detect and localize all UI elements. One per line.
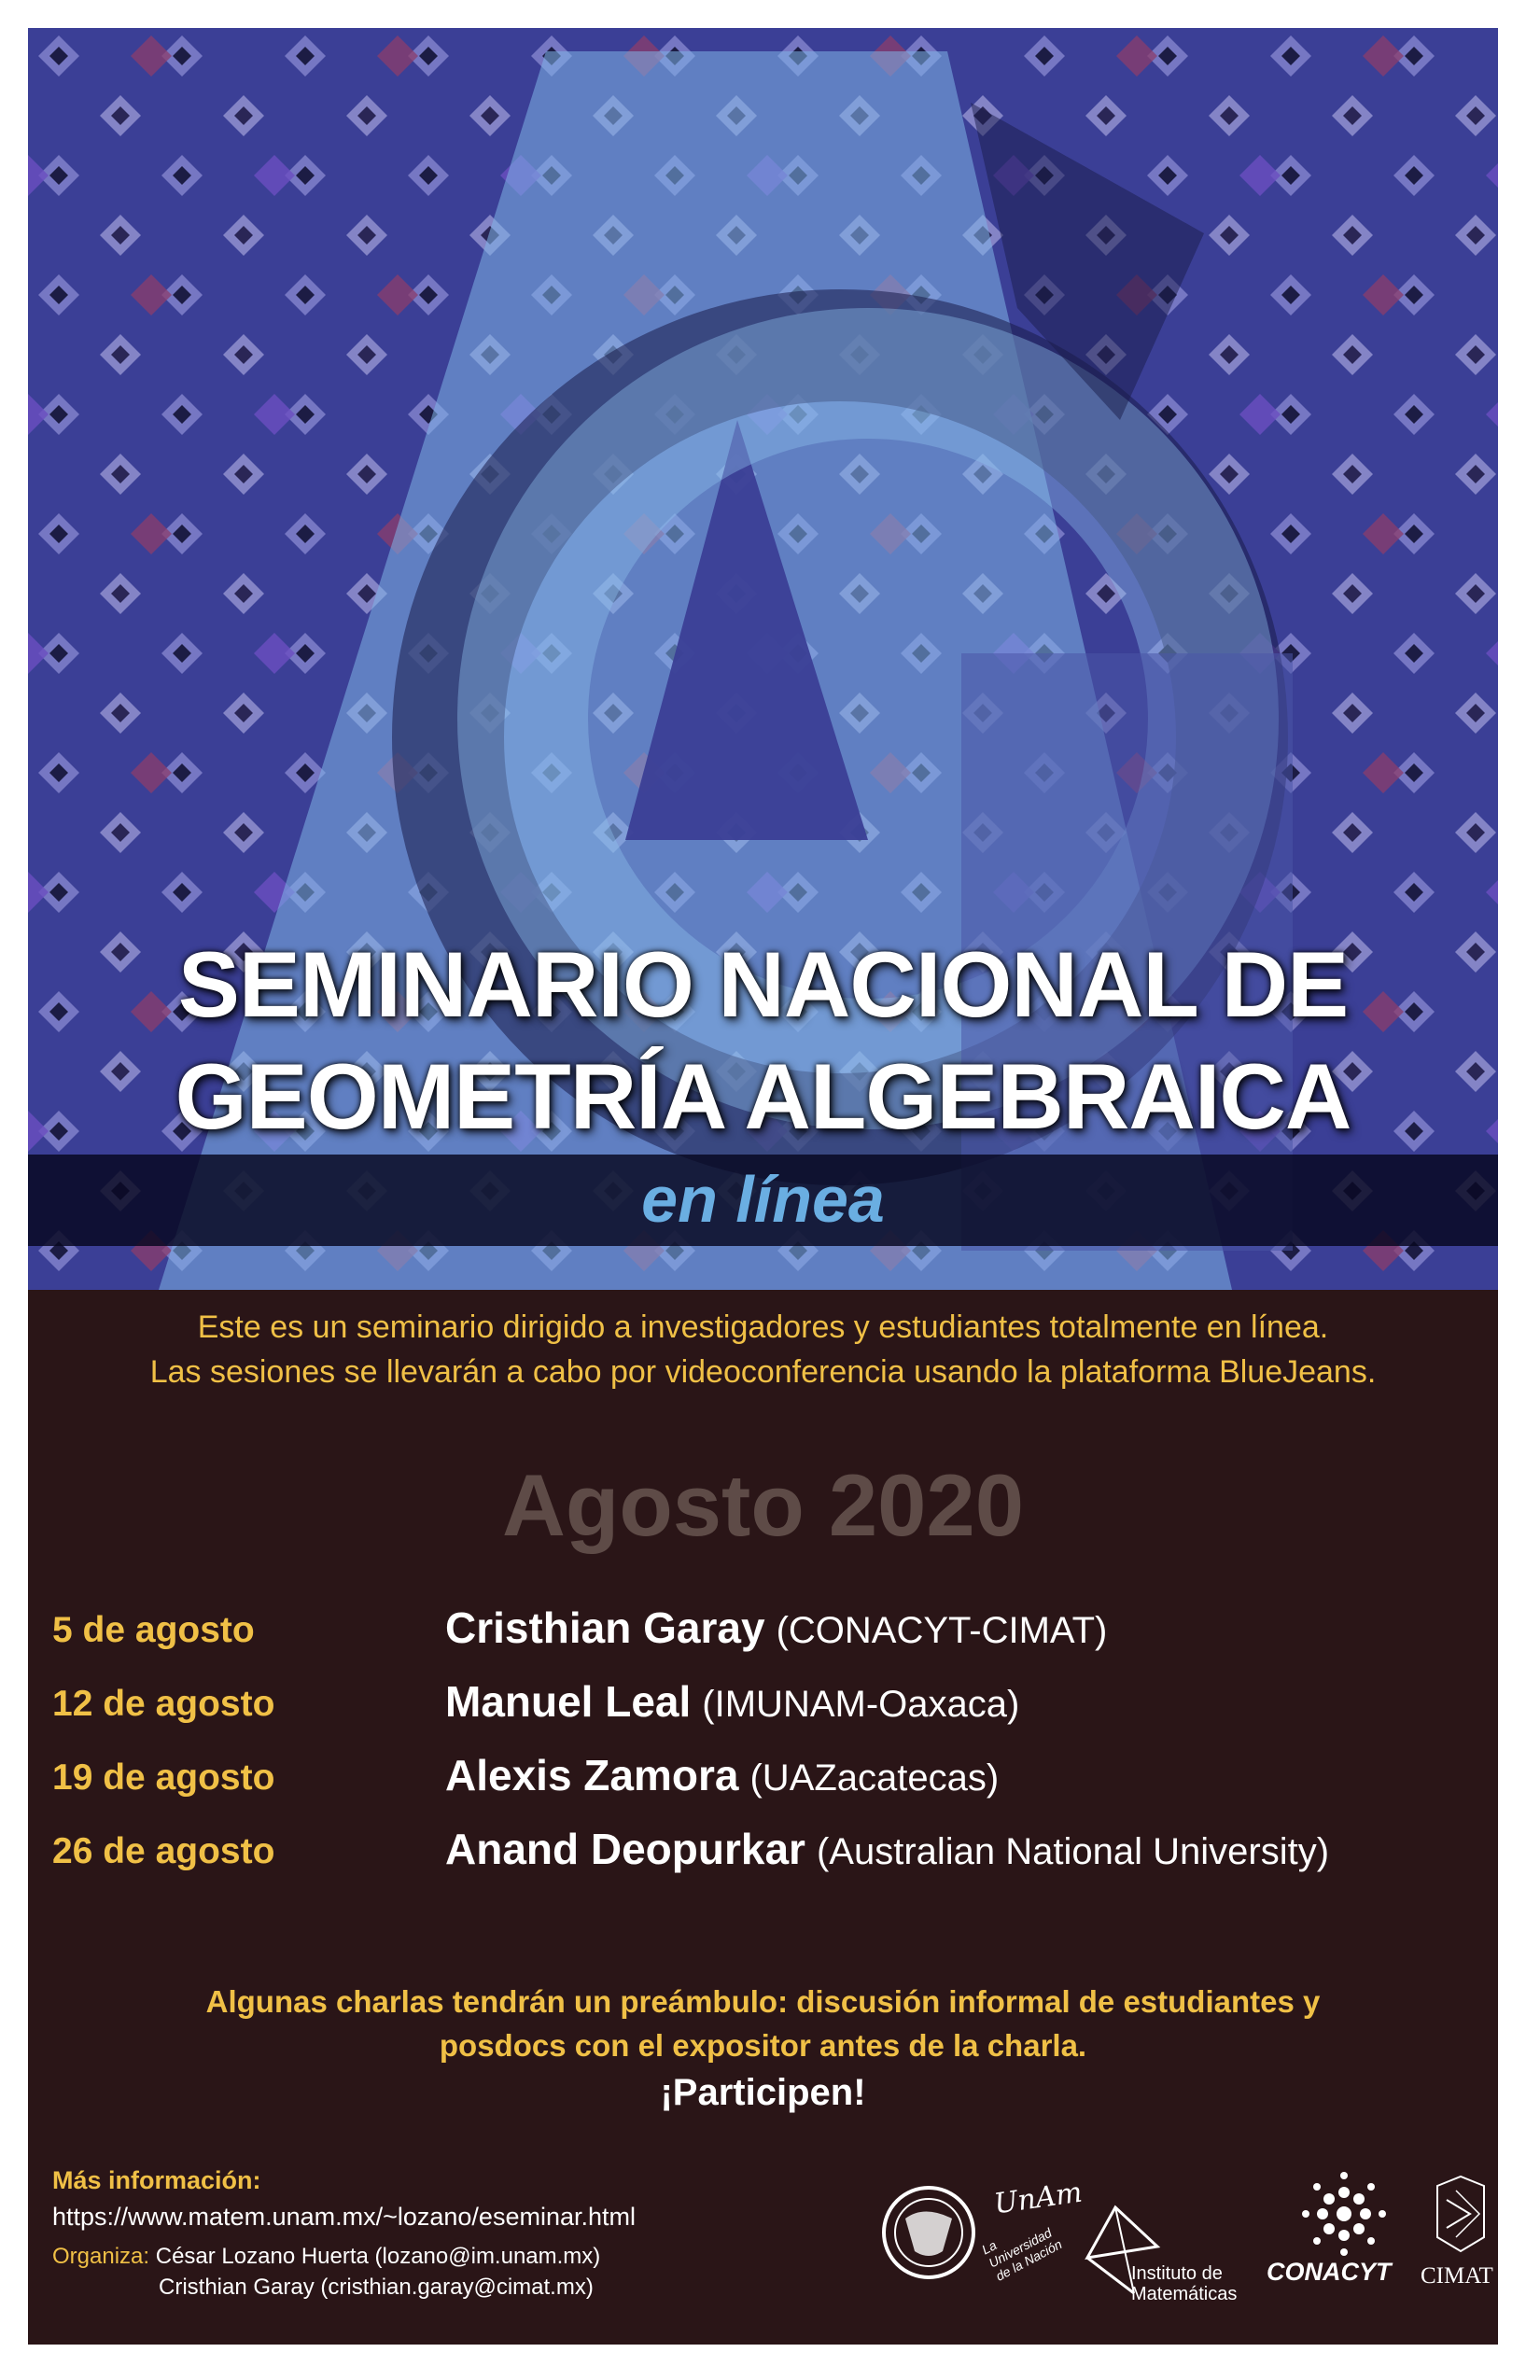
- organizer-1: César Lozano Huerta (lozano@im.unam.mx): [155, 2244, 601, 2269]
- speaker-name: Manuel Leal: [445, 1677, 692, 1726]
- event-title: [28, 929, 1498, 1153]
- speaker-institution: (Australian National University): [816, 1831, 1330, 1872]
- unam-wordmark: UnAm: [992, 2176, 1085, 2221]
- session-date: 12 de agosto: [52, 1684, 275, 1724]
- speaker: [445, 1602, 1107, 1657]
- organizer-line1: [52, 2244, 600, 2270]
- event-title-line1: SEMINARIO NACIONAL DE: [177, 932, 1349, 1036]
- unam-tagline: La Universidad de la Nación: [979, 2224, 1065, 2284]
- event-subtitle: en línea: [641, 1163, 885, 1236]
- event-title-line2: GEOMETRÍA ALGEBRAICA: [175, 1044, 1351, 1148]
- cimat-label: CIMAT: [1421, 2263, 1493, 2289]
- speaker: [445, 1675, 1019, 1730]
- intro-line2: Las sesiones se llevarán a cabo por videoconferencia usando la plataforma BlueJeans.: [149, 1354, 1377, 1390]
- schedule-row: [28, 1819, 1498, 1884]
- call-to-action: ¡Participen!: [660, 2072, 866, 2113]
- instituto-matematicas-label: [1131, 2263, 1237, 2304]
- speaker-name: Alexis Zamora: [445, 1751, 739, 1799]
- speaker-name: Anand Deopurkar: [445, 1825, 805, 1873]
- hero-banner: [28, 28, 1498, 1290]
- seminar-url-link[interactable]: https://www.matem.unam.mx/~lozano/eseminar.html: [52, 2203, 636, 2231]
- organizer-label: Organiza:: [52, 2244, 150, 2269]
- info-panel: [28, 1290, 1498, 2345]
- speaker: [445, 1749, 999, 1804]
- conacyt-label: CONACYT: [1267, 2258, 1392, 2286]
- session-date: 19 de agosto: [52, 1757, 275, 1798]
- session-date: 5 de agosto: [52, 1610, 255, 1650]
- schedule-row: [28, 1672, 1498, 1737]
- cimat-logo-icon: [1428, 2172, 1493, 2256]
- note-line2: posdocs con el expositor antes de la charla.: [439, 2028, 1087, 2063]
- speaker-name: Cristhian Garay: [445, 1603, 765, 1652]
- intro-line1: Este es un seminario dirigido a investigadores y estudiantes totalmente en línea.: [197, 1309, 1329, 1345]
- im-line2: Matemáticas: [1131, 2284, 1238, 2304]
- month-heading: Agosto 2020: [502, 1456, 1024, 1554]
- unam-seal-icon: [877, 2177, 980, 2289]
- schedule-row: [28, 1598, 1498, 1663]
- schedule-row: [28, 1745, 1498, 1811]
- speaker-institution: (IMUNAM-Oaxaca): [702, 1684, 1020, 1725]
- speaker-institution: (CONACYT-CIMAT): [776, 1610, 1108, 1651]
- speaker-institution: (UAZacatecas): [749, 1757, 1000, 1799]
- more-info-label: Más información:: [52, 2166, 261, 2194]
- im-line1: Instituto de: [1131, 2263, 1223, 2284]
- speaker: [445, 1823, 1329, 1878]
- session-date: 26 de agosto: [52, 1831, 275, 1871]
- organizer-2: Cristhian Garay (cristhian.garay@cimat.mx): [159, 2275, 594, 2300]
- note-line1: Algunas charlas tendrán un preámbulo: discusión informal de estudiantes y: [205, 1984, 1321, 2019]
